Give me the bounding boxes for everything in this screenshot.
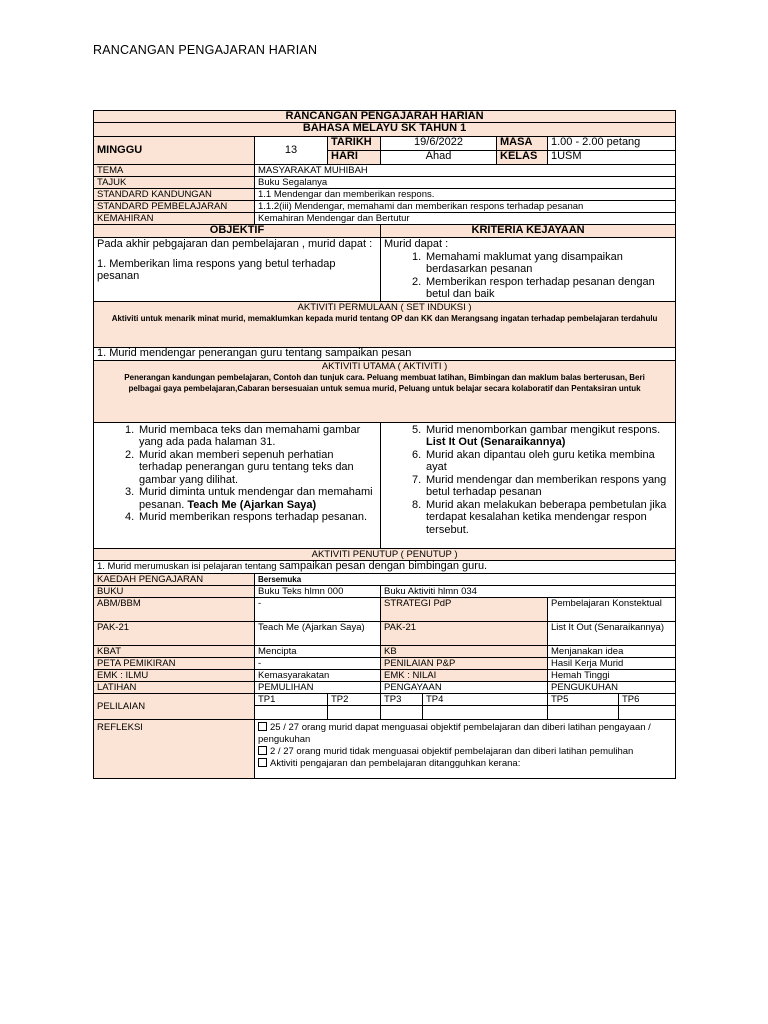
minggu-label: MINGGU bbox=[94, 137, 255, 165]
kriteria-cell bbox=[381, 238, 676, 302]
checkbox-icon[interactable] bbox=[258, 746, 267, 755]
hari-label: HARI bbox=[328, 151, 381, 165]
checkbox-icon[interactable] bbox=[258, 758, 267, 767]
list-item: 7. Murid mendengar dan memberikan respons yang betul terhadap pesanan bbox=[412, 473, 667, 498]
pelilaian-label: PELILAIAN bbox=[94, 693, 255, 719]
standard-pembelajaran-label: STANDARD PEMBELAJARAN bbox=[94, 201, 255, 213]
tema-label: TEMA bbox=[94, 165, 255, 177]
standard-kandungan-value: 1.1 Mendengar dan memberikan respons. bbox=[255, 189, 676, 201]
buku-teks-value: Buku Teks hlmn 000 bbox=[255, 585, 381, 597]
emk-nilai-label: EMK : NILAI bbox=[381, 669, 548, 681]
penutup-heading: AKTIVITI PENUTUP ( PENUTUP ) bbox=[94, 548, 676, 560]
tp6-label: TP6 bbox=[619, 693, 676, 705]
strategi-value: Pembelajaran Konstektual bbox=[548, 597, 676, 621]
tp1-label: TP1 bbox=[255, 693, 328, 705]
emk-ilmu-value: Kemasyarakatan bbox=[255, 669, 381, 681]
kb-label: KB bbox=[381, 645, 548, 657]
utama-desc: Penerangan kandungan pembelajaran, Contoh dan tunjuk cara. Peluang membuat latihan, Bimbingan dan maklum balas berterusan, Beri pelbagai gaya pembelajaran,Cabaran bersesuaian untuk semua murid, Peluang untuk belajar secara kolaboratif dan Pentaksiran untuk bbox=[124, 372, 645, 393]
pak21-label: PAK-21 bbox=[94, 621, 255, 645]
objektif-item: 1. Memberikan lima respons yang betul terhadap pesanan bbox=[97, 257, 336, 282]
refleksi-label: REFLEKSI bbox=[94, 719, 255, 778]
tp5-entry[interactable] bbox=[548, 705, 619, 719]
latihan-label: LATIHAN bbox=[94, 681, 255, 693]
strategi-label: STRATEGI PdP bbox=[381, 597, 548, 621]
penilaian-value: Hasil Kerja Murid bbox=[548, 657, 676, 669]
tp3-entry[interactable] bbox=[381, 705, 423, 719]
kaedah-value: Bersemuka bbox=[255, 573, 676, 585]
objektif-cell bbox=[94, 238, 381, 302]
kriteria-heading: KRITERIA KEJAYAAN bbox=[381, 225, 676, 238]
masa-value: 1.00 - 2.00 petang bbox=[548, 137, 676, 151]
list-item: 2. Memberikan respon terhadap pesanan dengan betul dan baik bbox=[412, 275, 655, 300]
kelas-value: 1USM bbox=[548, 151, 676, 165]
tp4-entry[interactable] bbox=[423, 705, 548, 719]
utama-left-list bbox=[97, 424, 377, 524]
penilaian-label: PENILAIAN P&P bbox=[381, 657, 548, 669]
kaedah-label: KAEDAH PENGAJARAN bbox=[94, 573, 255, 585]
pak21-value-left: Teach Me (Ajarkan Saya) bbox=[255, 621, 381, 645]
emk-ilmu-label: EMK : ILMU bbox=[94, 669, 255, 681]
tema-value: MASYARAKAT MUHIBAH bbox=[255, 165, 676, 177]
kelas-label: KELAS bbox=[497, 151, 548, 165]
rph-subtitle: BAHASA MELAYU SK TAHUN 1 bbox=[94, 123, 676, 137]
list-item: 2. Murid akan memberi sepenuh perhatian terhadap penerangan guru tentang teks dan gambar yang dilihat. bbox=[125, 448, 354, 486]
peta-pemikiran-label: PETA PEMIKIRAN bbox=[94, 657, 255, 669]
rph-table bbox=[93, 110, 676, 779]
list-item: 1. Murid membaca teks dan memahami gambar yang ada pada halaman 31. bbox=[125, 423, 361, 448]
tp5-label: TP5 bbox=[548, 693, 619, 705]
standard-kandungan-label: STANDARD KANDUNGAN bbox=[94, 189, 255, 201]
penutup-item: 1. Murid merumuskan isi pelajaran tentang sampaikan pesan dengan bimbingan guru. bbox=[94, 560, 676, 573]
rph-title: RANCANGAN PENGAJARAH HARIAN bbox=[94, 111, 676, 123]
abm-value: - bbox=[255, 597, 381, 621]
tp6-entry[interactable] bbox=[619, 705, 676, 719]
kb-value: Menjanakan idea bbox=[548, 645, 676, 657]
masa-label: MASA bbox=[497, 137, 548, 151]
utama-right-cell bbox=[381, 422, 676, 548]
utama-cell bbox=[94, 360, 676, 422]
pak21-label-right: PAK-21 bbox=[381, 621, 548, 645]
list-item: 6. Murid akan dipantau oleh guru ketika membina ayat bbox=[412, 448, 655, 473]
pengukuhan-label: PENGUKUHAN bbox=[548, 681, 676, 693]
abm-label: ABM/BBM bbox=[94, 597, 255, 621]
minggu-value: 13 bbox=[255, 137, 328, 165]
permulaan-cell bbox=[94, 301, 676, 347]
emk-nilai-value: Hemah Tinggi bbox=[548, 669, 676, 681]
list-item: 8. Murid akan melakukan beberapa pembetulan jika terdapat kesalahan ketika mendengar respon tersebut. bbox=[412, 498, 667, 536]
refleksi-option[interactable]: Aktiviti pengajaran dan pembelajaran ditangguhkan kerana: bbox=[258, 758, 672, 770]
utama-right-list bbox=[384, 424, 672, 537]
refleksi-option[interactable]: 25 / 27 orang murid dapat menguasai objektif pembelajaran dan diberi latihan pengayaan / pengukuhan bbox=[258, 721, 651, 745]
objektif-intro: Pada akhir pebgajaran dan pembelajaran , murid dapat : bbox=[97, 238, 373, 250]
tarikh-value: 19/6/2022 bbox=[381, 137, 497, 151]
objektif-heading: OBJEKTIF bbox=[94, 225, 381, 238]
tp2-entry[interactable] bbox=[328, 705, 381, 719]
checkbox-icon[interactable] bbox=[258, 722, 267, 731]
kriteria-list bbox=[384, 251, 672, 301]
list-item: 5. Murid menomborkan gambar mengikut respons. List It Out (Senaraikannya) bbox=[412, 423, 661, 448]
tajuk-value: Buku Segalanya bbox=[255, 177, 676, 189]
permulaan-desc: Aktiviti untuk menarik minat murid, memaklumkan kepada murid tentang OP dan KK dan Merangsang ingatan terhadap pembelajaran terdahulu bbox=[111, 313, 658, 323]
utama-heading: AKTIVITI UTAMA ( AKTIVITI ) bbox=[321, 360, 448, 372]
tajuk-label: TAJUK bbox=[94, 177, 255, 189]
list-item: 4. Murid memberikan respons terhadap pesanan. bbox=[125, 511, 368, 523]
hari-value: Ahad bbox=[381, 151, 497, 165]
kbat-label: KBAT bbox=[94, 645, 255, 657]
standard-pembelajaran-value: 1.1.2(iii) Mendengar, memahami dan memberikan respons terhadap pesanan bbox=[255, 201, 676, 213]
pengayaan-label: PENGAYAAN bbox=[381, 681, 548, 693]
tp1-entry[interactable] bbox=[255, 705, 328, 719]
kemahiran-label: KEMAHIRAN bbox=[94, 213, 255, 225]
kbat-value: Mencipta bbox=[255, 645, 381, 657]
pemulihan-label: PEMULIHAN bbox=[255, 681, 381, 693]
kemahiran-value: Kemahiran Mendengar dan Bertutur bbox=[255, 213, 676, 225]
document-title: RANCANGAN PENGAJARAN HARIAN bbox=[93, 43, 318, 57]
buku-aktiviti-value: Buku Aktiviti hlmn 034 bbox=[381, 585, 676, 597]
refleksi-option[interactable]: 2 / 27 orang murid tidak menguasai objektif pembelajaran dan diberi latihan pemulihan bbox=[258, 746, 672, 758]
tp3-label: TP3 bbox=[381, 693, 423, 705]
buku-label: BUKU bbox=[94, 585, 255, 597]
permulaan-item: 1. Murid mendengar penerangan guru tentang sampaikan pesan bbox=[94, 347, 676, 360]
kriteria-intro: Murid dapat : bbox=[384, 238, 449, 250]
list-item: 3. Murid diminta untuk mendengar dan memahami pesanan. Teach Me (Ajarkan Saya) bbox=[125, 486, 373, 511]
tp4-label: TP4 bbox=[423, 693, 548, 705]
peta-pemikiran-value: - bbox=[255, 657, 381, 669]
tp2-label: TP2 bbox=[328, 693, 381, 705]
refleksi-cell bbox=[255, 719, 676, 778]
list-item: 1. Memahami maklumat yang disampaikan berdasarkan pesanan bbox=[412, 250, 623, 275]
permulaan-heading: AKTIVITI PERMULAAN ( SET INDUKSI ) bbox=[297, 301, 472, 313]
utama-left-cell bbox=[94, 422, 381, 548]
tarikh-label: TARIKH bbox=[328, 137, 381, 151]
pak21-value-right: List It Out (Senaraikannya) bbox=[548, 621, 676, 645]
